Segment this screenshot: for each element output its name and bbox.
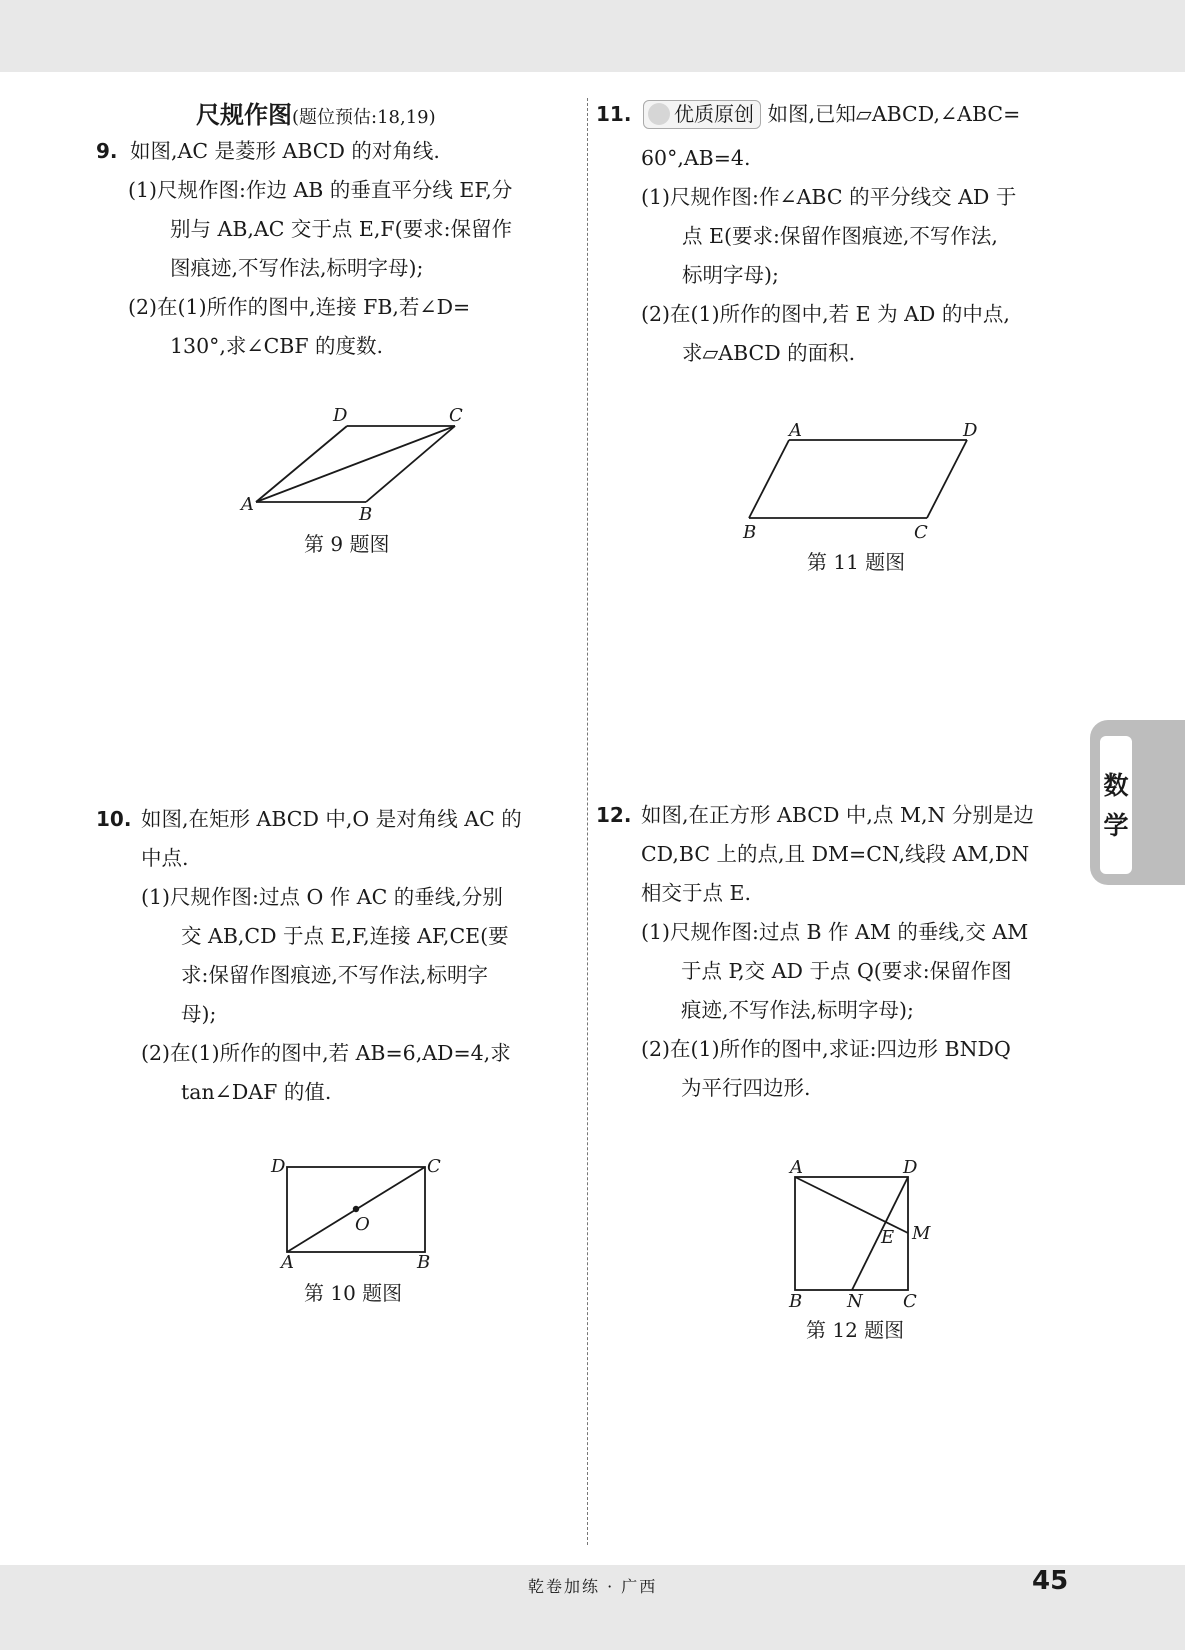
q11-label-b: B bbox=[743, 522, 757, 543]
q9-label-a: A bbox=[241, 494, 254, 515]
q11-part1-line2: 点 E(要求:保留作图痕迹,不写作法, bbox=[682, 224, 998, 248]
section-heading bbox=[196, 95, 436, 130]
q9-stem: 如图,AC 是菱形 ABCD 的对角线. bbox=[130, 139, 440, 163]
q10-label-o: O bbox=[355, 1214, 370, 1235]
q11-label-c: C bbox=[914, 522, 928, 543]
q10-point-o bbox=[353, 1206, 359, 1212]
q12-number: 12. bbox=[596, 803, 632, 827]
original-badge-icon bbox=[648, 103, 670, 125]
q10-figure-caption: 第 10 题图 bbox=[304, 1281, 403, 1305]
q10-part1-line1: (1)尺规作图:过点 O 作 AC 的垂线,分别 bbox=[141, 885, 503, 909]
q11-part2-line2: 求▱ABCD 的面积. bbox=[682, 341, 856, 365]
q10-label-d: D bbox=[271, 1156, 286, 1177]
q10-part1-line3: 求:保留作图痕迹,不写作法,标明字 bbox=[181, 963, 488, 987]
q11-stem-text: 如图,已知▱ABCD,∠ABC= bbox=[767, 102, 1021, 126]
q9-label-b: B bbox=[359, 504, 373, 525]
q12-figure-caption: 第 12 题图 bbox=[806, 1318, 905, 1342]
q12-part2-line1: (2)在(1)所作的图中,求证:四边形 BNDQ bbox=[641, 1037, 1011, 1061]
q11-part1-line3: 标明字母); bbox=[682, 263, 779, 287]
subject-tab-label bbox=[1100, 736, 1132, 874]
q12-part2-line2: 为平行四边形. bbox=[681, 1076, 811, 1100]
q11-stem-line2: 60°,AB=4. bbox=[641, 146, 751, 170]
q12-stem-line1: 如图,在正方形 ABCD 中,点 M,N 分别是边 bbox=[641, 803, 1034, 827]
subject-char-1: 数 bbox=[1103, 771, 1129, 800]
subject-char-2: 学 bbox=[1103, 811, 1129, 840]
q12-figure-square bbox=[780, 1150, 940, 1310]
q9-figure-caption: 第 9 题图 bbox=[304, 532, 390, 556]
q9-label-d: D bbox=[333, 405, 348, 426]
q10-label-a: A bbox=[281, 1252, 294, 1273]
q10-number: 10. bbox=[96, 807, 132, 831]
q10-figure-rectangle bbox=[268, 1150, 448, 1273]
q12-label-a: A bbox=[790, 1157, 803, 1178]
q10-part1-line2: 交 AB,CD 于点 E,F,连接 AF,CE(要 bbox=[181, 924, 509, 948]
q12-label-m: M bbox=[912, 1223, 931, 1244]
q10-label-c: C bbox=[427, 1156, 441, 1177]
q11-label-d: D bbox=[963, 420, 978, 441]
q10-part2-line1: (2)在(1)所作的图中,若 AB=6,AD=4,求 bbox=[141, 1041, 511, 1065]
q11-part2-line1: (2)在(1)所作的图中,若 E 为 AD 的中点, bbox=[641, 302, 1010, 326]
q12-label-d: D bbox=[903, 1157, 918, 1178]
q11-part1-line1: (1)尺规作图:作∠ABC 的平分线交 AD 于 bbox=[641, 185, 1017, 209]
q9-part2-line2: 130°,求∠CBF 的度数. bbox=[170, 334, 384, 358]
q12-label-e: E bbox=[881, 1227, 895, 1248]
q12-label-b: B bbox=[789, 1291, 803, 1312]
q12-stem-line3: 相交于点 E. bbox=[641, 881, 751, 905]
badge-label: 优质原创 bbox=[674, 102, 754, 126]
q9-part1-line2: 别与 AB,AC 交于点 E,F(要求:保留作 bbox=[170, 217, 513, 241]
section-subtitle: (题位预估:18,19) bbox=[292, 107, 436, 128]
q9-label-c: C bbox=[449, 405, 463, 426]
q10-stem-line1: 如图,在矩形 ABCD 中,O 是对角线 AC 的 bbox=[141, 807, 522, 831]
q12-stem-line2: CD,BC 上的点,且 DM=CN,线段 AM,DN bbox=[641, 842, 1030, 866]
q11-number: 11. bbox=[596, 102, 632, 126]
section-title: 尺规作图 bbox=[196, 101, 292, 129]
page-number: 45 bbox=[1032, 1566, 1069, 1596]
q12-label-n: N bbox=[847, 1291, 863, 1312]
q9-figure-rhombus bbox=[230, 405, 470, 525]
q9-part2-line1: (2)在(1)所作的图中,连接 FB,若∠D= bbox=[128, 295, 471, 319]
q10-label-b: B bbox=[417, 1252, 431, 1273]
footer-title: 乾卷加练 · 广西 bbox=[528, 1577, 658, 1596]
q11-stem-line1 bbox=[643, 100, 1020, 129]
q12-part1-line2: 于点 P,交 AD 于点 Q(要求:保留作图 bbox=[681, 959, 1012, 983]
q11-label-a: A bbox=[789, 420, 802, 441]
q10-part2-line2: tan∠DAF 的值. bbox=[181, 1080, 332, 1104]
q11-figure-caption: 第 11 题图 bbox=[807, 550, 906, 574]
q9-part1-line1: (1)尺规作图:作边 AB 的垂直平分线 EF,分 bbox=[128, 178, 513, 202]
q9-part1-line3: 图痕迹,不写作法,标明字母); bbox=[170, 256, 424, 280]
original-badge bbox=[643, 100, 761, 129]
q9-number: 9. bbox=[96, 139, 118, 163]
q10-stem-line2: 中点. bbox=[141, 846, 189, 870]
q12-label-c: C bbox=[903, 1291, 917, 1312]
q12-part1-line3: 痕迹,不写作法,标明字母); bbox=[681, 998, 914, 1022]
q12-part1-line1: (1)尺规作图:过点 B 作 AM 的垂线,交 AM bbox=[641, 920, 1029, 944]
column-divider bbox=[587, 98, 588, 1545]
q10-part1-line4: 母); bbox=[181, 1002, 217, 1026]
header-band bbox=[0, 0, 1185, 72]
q11-figure-parallelogram bbox=[735, 420, 985, 543]
